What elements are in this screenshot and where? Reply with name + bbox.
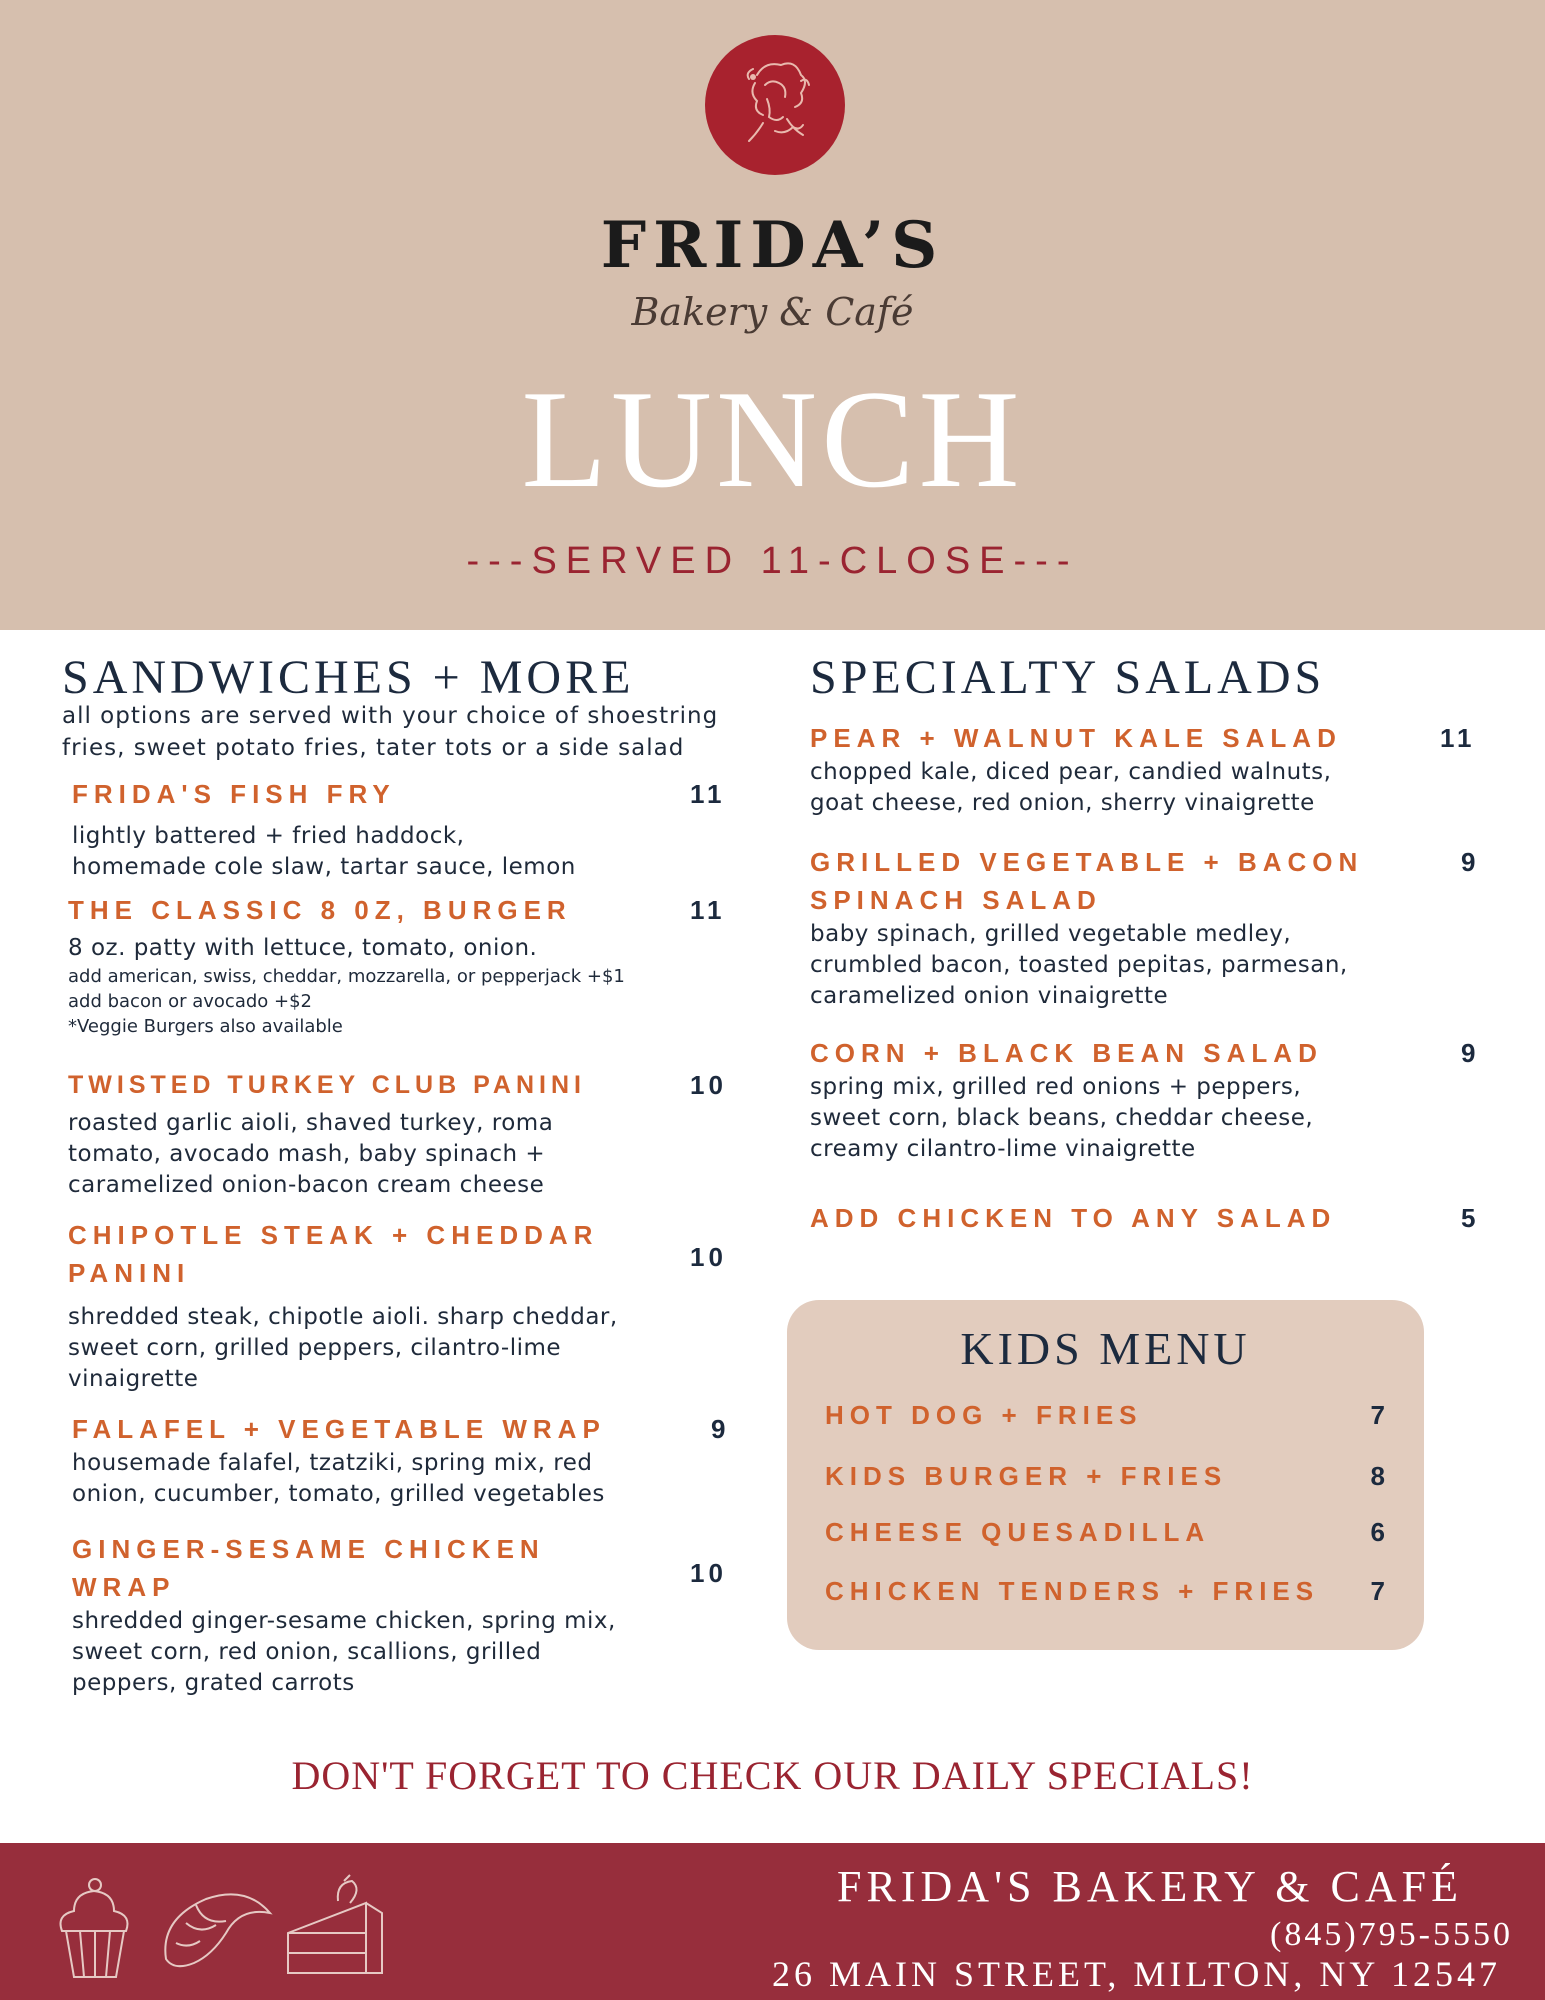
kids-item <box>825 1400 1385 1440</box>
item-desc: 8 oz. patty with lettuce, tomato, onion. <box>68 935 538 961</box>
menu-item <box>72 775 672 883</box>
item-desc: onion, cucumber, tomato, grilled vegetables <box>72 1481 605 1507</box>
item-desc: tomato, avocado mash, baby spinach + <box>68 1141 546 1167</box>
item-name: CORN + BLACK BEAN SALAD <box>810 1038 1323 1068</box>
item-desc: caramelized onion vinaigrette <box>810 983 1169 1009</box>
item-name: CHIPOTLE STEAK + CHEDDAR <box>68 1220 599 1250</box>
header-banner <box>0 0 1545 630</box>
item-name: SPINACH SALAD <box>810 885 1102 915</box>
item-desc: shredded ginger-sesame chicken, spring mix, <box>72 1608 616 1634</box>
item-desc: caramelized onion-bacon cream cheese <box>68 1172 545 1198</box>
item-name: FRIDA'S FISH FRY <box>72 779 396 809</box>
item-price: 9 <box>1461 847 1480 877</box>
item-desc: sweet corn, black beans, cheddar cheese, <box>810 1105 1314 1131</box>
item-price: 9 <box>711 1414 730 1444</box>
item-desc: lightly battered + fried haddock, <box>72 823 465 849</box>
menu-item <box>810 1199 1410 1237</box>
item-price: 11 <box>690 779 726 809</box>
menu-item <box>810 1034 1410 1165</box>
cake-slice-icon <box>282 1873 392 1983</box>
item-name: FALAFEL + VEGETABLE WRAP <box>72 1414 606 1444</box>
item-name: PANINI <box>68 1258 191 1288</box>
item-desc: housemade falafel, tzatziki, spring mix, red <box>72 1450 593 1476</box>
kids-menu-box <box>787 1300 1424 1650</box>
kids-item <box>825 1576 1385 1616</box>
item-desc: crumbled bacon, toasted pepitas, parmesan, <box>810 952 1348 978</box>
intro-line: fries, sweet potato fries, tater tots or a side salad <box>62 735 685 761</box>
menu-item <box>72 1530 712 1699</box>
item-price: 6 <box>1370 1517 1385 1547</box>
sandwiches-title: SANDWICHES + MORE <box>62 651 635 704</box>
menu-item <box>68 891 708 1039</box>
served-hours: ---SERVED 11-CLOSE--- <box>466 540 1079 582</box>
item-desc: goat cheese, red onion, sherry vinaigrette <box>810 790 1315 816</box>
portrait-logo-icon <box>705 35 845 175</box>
item-price: 9 <box>1461 1038 1480 1068</box>
kids-title: KIDS MENU <box>960 1323 1251 1374</box>
menu-item <box>810 843 1410 1012</box>
item-note: add american, swiss, cheddar, mozzarella, or pepperjack +$1 <box>68 966 625 987</box>
item-price: 5 <box>1461 1203 1480 1233</box>
item-note: add bacon or avocado +$2 <box>68 991 313 1012</box>
page-title: LUNCH <box>521 362 1024 517</box>
footer-business-name: FRIDA'S BAKERY & CAFÉ <box>837 1862 1463 1911</box>
item-desc: creamy cilantro-lime vinaigrette <box>810 1136 1196 1162</box>
item-desc: shredded steak, chipotle aioli. sharp cheddar, <box>68 1304 618 1330</box>
item-price: 7 <box>1370 1576 1385 1606</box>
salads-title: SPECIALTY SALADS <box>810 651 1326 704</box>
item-desc: spring mix, grilled red onions + peppers, <box>810 1074 1302 1100</box>
menu-item <box>72 1410 712 1510</box>
item-price: 10 <box>690 1242 727 1272</box>
item-name: GRILLED VEGETABLE + BACON <box>810 847 1364 877</box>
item-name: ADD CHICKEN TO ANY SALAD <box>810 1203 1337 1233</box>
item-price: 10 <box>690 1070 727 1100</box>
item-desc: vinaigrette <box>68 1366 199 1392</box>
footer-phone: (845)795-5550 <box>1270 1916 1513 1953</box>
item-desc: homemade cole slaw, tartar sauce, lemon <box>72 854 576 880</box>
brand-name: FRIDA’S <box>600 208 945 283</box>
item-price: 10 <box>690 1558 727 1588</box>
kids-item <box>825 1461 1385 1501</box>
item-name: CHICKEN TENDERS + FRIES <box>825 1576 1320 1606</box>
item-name: KIDS BURGER + FRIES <box>825 1461 1228 1491</box>
sandwiches-intro <box>62 700 742 764</box>
item-desc: baby spinach, grilled vegetable medley, <box>810 921 1292 947</box>
item-desc: sweet corn, grilled peppers, cilantro-lime <box>68 1335 562 1361</box>
menu-item <box>68 1066 708 1201</box>
item-desc: peppers, grated carrots <box>72 1670 355 1696</box>
kids-item <box>825 1517 1385 1557</box>
footer-icons <box>52 1873 392 1983</box>
item-price: 7 <box>1370 1400 1385 1430</box>
footer-address: 26 MAIN STREET, MILTON, NY 12547 <box>772 1954 1501 1994</box>
item-name: WRAP <box>72 1572 176 1602</box>
item-name: THE CLASSIC 8 0Z, BURGER <box>68 895 572 925</box>
cupcake-icon <box>52 1873 138 1983</box>
daily-specials-note: DON'T FORGET TO CHECK OUR DAILY SPECIALS! <box>291 1753 1254 1798</box>
item-price: 11 <box>1440 723 1476 753</box>
item-name: TWISTED TURKEY CLUB PANINI <box>68 1071 586 1099</box>
brand-subtitle: Bakery & Café <box>631 290 914 334</box>
item-name: HOT DOG + FRIES <box>825 1400 1143 1430</box>
item-name: CHEESE QUESADILLA <box>825 1517 1211 1547</box>
menu-item <box>810 719 1410 819</box>
menu-item <box>68 1216 708 1395</box>
item-note: *Veggie Burgers also available <box>68 1016 343 1037</box>
item-price: 11 <box>690 895 726 925</box>
item-name: GINGER-SESAME CHICKEN <box>72 1534 545 1564</box>
footer <box>0 1843 1545 2000</box>
item-price: 8 <box>1370 1461 1385 1491</box>
intro-line: all options are served with your choice of shoestring <box>62 703 719 729</box>
croissant-icon <box>156 1873 276 1983</box>
item-desc: roasted garlic aioli, shaved turkey, roma <box>68 1110 554 1136</box>
item-desc: sweet corn, red onion, scallions, grilled <box>72 1639 542 1665</box>
item-desc: chopped kale, diced pear, candied walnuts, <box>810 759 1332 785</box>
item-name: PEAR + WALNUT KALE SALAD <box>810 723 1342 753</box>
